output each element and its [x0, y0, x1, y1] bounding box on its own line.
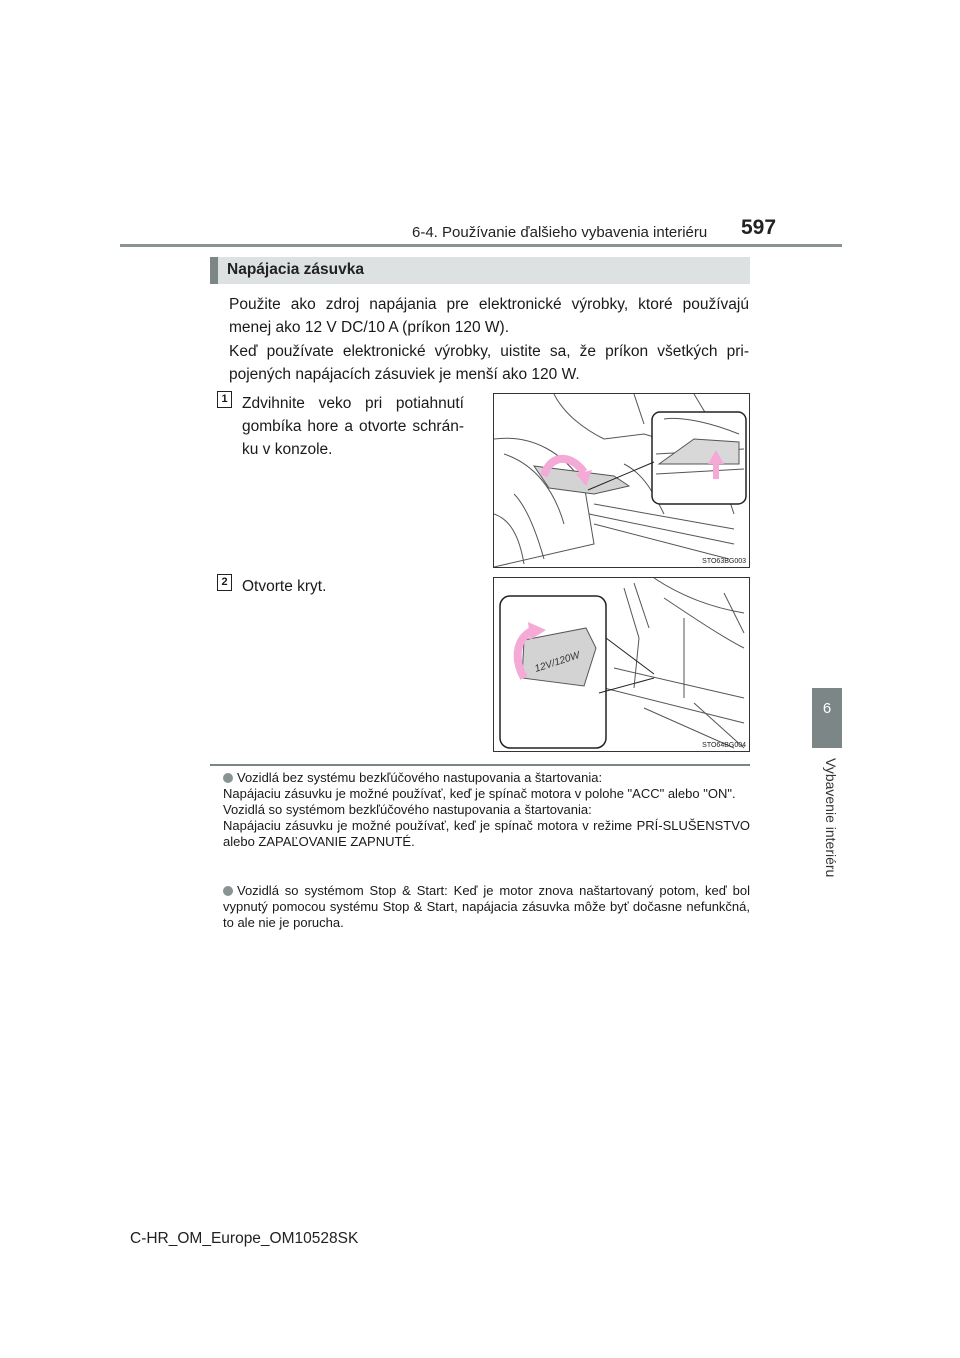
chapter-label: Vybavenie interiéru [823, 758, 839, 878]
note [223, 786, 750, 850]
power-outlet-drawing [494, 578, 749, 751]
cover-label: 12V/120W [533, 649, 582, 675]
section-title: Napájacia zásuvka [227, 261, 365, 278]
power-outlet-cover-illustration [493, 577, 750, 752]
chapter-tab [812, 688, 842, 748]
header-divider [120, 244, 842, 247]
note-line: Vozidlá so systémom bezkľúčového nastupovania a štartovania: [223, 802, 592, 817]
page-number: 597 [741, 216, 777, 239]
notes-divider [210, 764, 750, 766]
header-title: 6-4. Používanie ďalšieho vybavenia interiéru [412, 224, 708, 241]
document-id: C-HR_OM_Europe_OM10528SK [130, 1230, 359, 1247]
note [223, 883, 750, 931]
note-line: Vozidlá bez systému bezkľúčového nastupovania a štartovania: [237, 770, 603, 785]
intro-paragraph: Použite ako zdroj napájania pre elektronické výrobky, ktoré používajú menej ako 12 V DC/10 A (príkon 120 W). [229, 296, 749, 336]
console-box-illustration [493, 393, 750, 568]
figure-code: STO64BG004 [702, 742, 746, 749]
figure-code: STO63BG003 [702, 558, 746, 565]
step-text: Otvorte kryt. [242, 578, 327, 595]
note-line: Napájaciu zásuvku je možné používať, keď je spínač motora v režime PRÍ-SLUŠENSTVO alebo ZAPAĽOVANIE ZAPNUTÉ. [223, 818, 750, 849]
chapter-number: 6 [822, 700, 832, 717]
console-box-drawing [494, 394, 749, 567]
step-text: Zdvihnite veko pri potiahnutí gombíka hore a otvorte schrán-ku v konzole. [242, 395, 464, 458]
step-number: 2 [217, 574, 232, 591]
note-line: Vozidlá so systémom Stop & Start: Keď je motor znova naštartovaný potom, keď bol vypnutý pomocou systému Stop & Start, napájacia zásuvka môže byť dočasne nefunkčná, to ale nie je porucha. [223, 883, 750, 930]
note [223, 770, 750, 786]
note-line: Napájaciu zásuvku je možné používať, keď je spínač motora v polohe "ACC" alebo "ON". [223, 786, 736, 801]
section-heading-accent [210, 257, 218, 284]
intro-paragraph: Keď používate elektronické výrobky, uistite sa, že príkon všetkých pri-pojených napájacích zásuviek je menší ako 120 W. [229, 343, 749, 383]
step-number: 1 [217, 391, 232, 408]
